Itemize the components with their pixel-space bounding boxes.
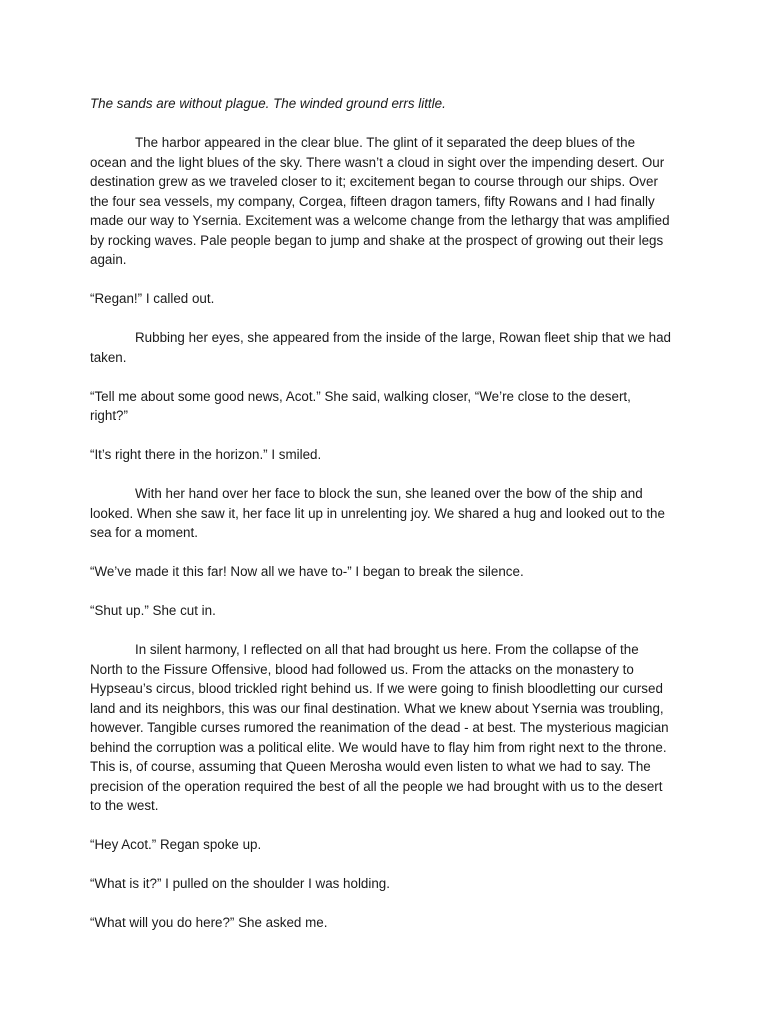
dialogue-line: “Tell me about some good news, Acot.” She said, walking closer, “We’re close to the desert, right?”	[90, 388, 631, 423]
dialogue-line: “What is it?” I pulled on the shoulder I was holding.	[90, 876, 390, 891]
document-body	[90, 94, 672, 952]
dialogue-line: “Hey Acot.” Regan spoke up.	[90, 837, 262, 852]
dialogue-line: “We’ve made it this far! Now all we have to-” I began to break the silence.	[90, 564, 524, 579]
dialogue-line: “Shut up.” She cut in.	[90, 603, 216, 618]
epigraph: The sands are without plague. The winded ground errs little.	[90, 96, 446, 111]
dialogue-line: “Regan!” I called out.	[90, 291, 215, 306]
dialogue-line: “It’s right there in the horizon.” I smiled.	[90, 447, 322, 462]
paragraph-regan-appears: Rubbing her eyes, she appeared from the inside of the large, Rowan fleet ship that we had taken.	[90, 330, 671, 365]
paragraph-harbor: The harbor appeared in the clear blue. The glint of it separated the deep blues of the ocean and the light blues of the sky. There wasn’t a cloud in sight over the impending desert. Our destination grew as we traveled closer to it; excitement began to course through our ships. Over the four sea vessels, my company, Corgea, fifteen dragon tamers, fifty Rowans and I had finally made our way to Ysernia. Excitement was a welcome change from the lethargy that was amplified by rocking waves. Pale people began to jump and shake at the prospect of growing out their legs again.	[90, 135, 670, 267]
paragraph-reflection: In silent harmony, I reflected on all that had brought us here. From the collapse of the North to the Fissure Offensive, blood had followed us. From the attacks on the monastery to Hypseau’s circus, blood trickled right behind us. If we were going to finish bloodletting our cursed land and its neighbors, this was our final destination. What we knew about Ysernia was troubling, however. Tangible curses rumored the reanimation of the dead - at best. The mysterious magician behind the corruption was a political elite. We would have to flay him from right next to the throne. This is, of course, assuming that Queen Merosha would even listen to what we had to say. The precision of the operation required the best of all the people we had brought with us to the desert to the west.	[90, 642, 669, 813]
dialogue-line: “What will you do here?” She asked me.	[90, 915, 328, 930]
paragraph-bow-of-ship: With her hand over her face to block the sun, she leaned over the bow of the ship and looked. When she saw it, her face lit up in unrelenting joy. We shared a hug and looked out to the sea for a moment.	[90, 486, 665, 540]
